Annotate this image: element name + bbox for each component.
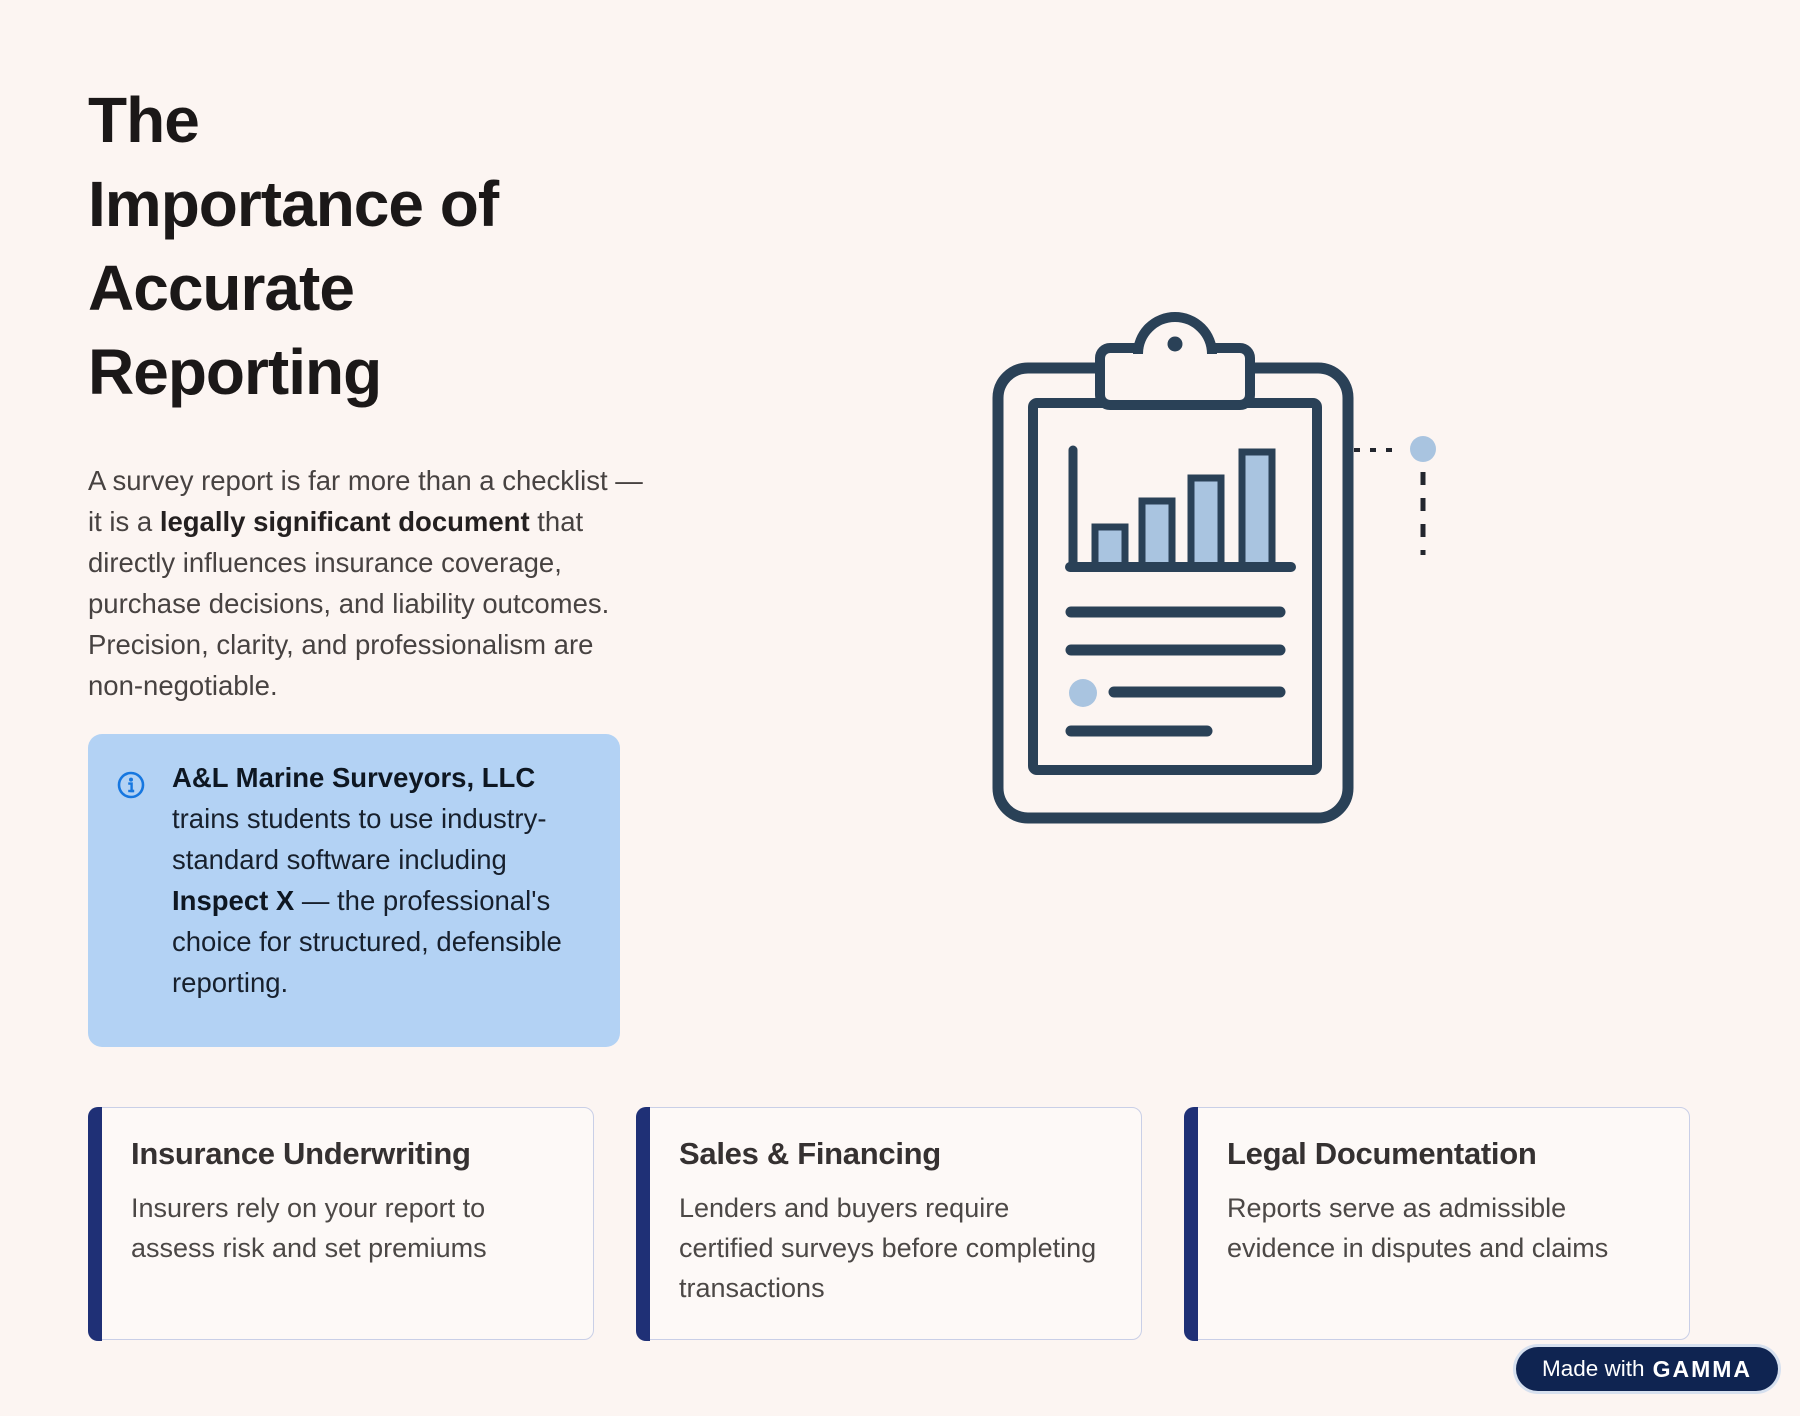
intro-text-1: A survey report is far more than a checklist — it is a xyxy=(88,465,643,537)
cards-row xyxy=(88,1107,1690,1340)
clipboard-clip xyxy=(1100,317,1250,405)
card-title: Sales & Financing xyxy=(679,1136,941,1171)
card-insurance-underwriting xyxy=(88,1107,594,1340)
intro-bold-legally-significant: legally significant document xyxy=(159,506,530,537)
card-sales-financing xyxy=(636,1107,1142,1340)
card-title: Legal Documentation xyxy=(1227,1136,1537,1171)
clipboard-icon xyxy=(985,310,1455,825)
callout-text xyxy=(172,757,600,1003)
page-title: The Importance of Accurate Reporting xyxy=(88,84,499,408)
made-with-gamma-badge[interactable] xyxy=(1516,1347,1778,1391)
card-accent-bar xyxy=(1184,1107,1198,1341)
card-accent-bar xyxy=(88,1107,102,1341)
gamma-logo: GAMMA xyxy=(1652,1355,1752,1382)
intro-text-2: that directly influences insurance coverage, purchase decisions, and liability outcomes. Precision, clarity, and professionalism are non-negotiable. xyxy=(88,506,610,701)
info-callout xyxy=(88,734,620,1047)
callout-text-2: — the professional's choice for structured, defensible reporting. xyxy=(172,885,562,998)
intro-paragraph xyxy=(88,460,643,706)
clipboard-illustration xyxy=(985,310,1455,825)
paper-bullet-dot xyxy=(1069,679,1097,707)
callout-company-name: A&L Marine Surveyors, LLC xyxy=(172,762,536,793)
callout-product-name: Inspect X xyxy=(172,885,295,916)
card-body: Insurers rely on your report to assess risk and set premiums xyxy=(131,1193,487,1263)
card-title: Insurance Underwriting xyxy=(131,1136,471,1171)
card-body: Reports serve as admissible evidence in disputes and claims xyxy=(1227,1193,1609,1263)
card-legal-documentation xyxy=(1184,1107,1690,1340)
connector-dot xyxy=(1410,436,1436,462)
badge-prefix: Made with xyxy=(1542,1356,1645,1381)
callout-text-1: trains students to use industry-standard software including xyxy=(172,803,547,875)
connector-line xyxy=(1354,436,1436,555)
card-body: Lenders and buyers require certified surveys before completing transactions xyxy=(679,1193,1097,1303)
card-accent-bar xyxy=(636,1107,650,1341)
info-icon xyxy=(117,771,145,799)
